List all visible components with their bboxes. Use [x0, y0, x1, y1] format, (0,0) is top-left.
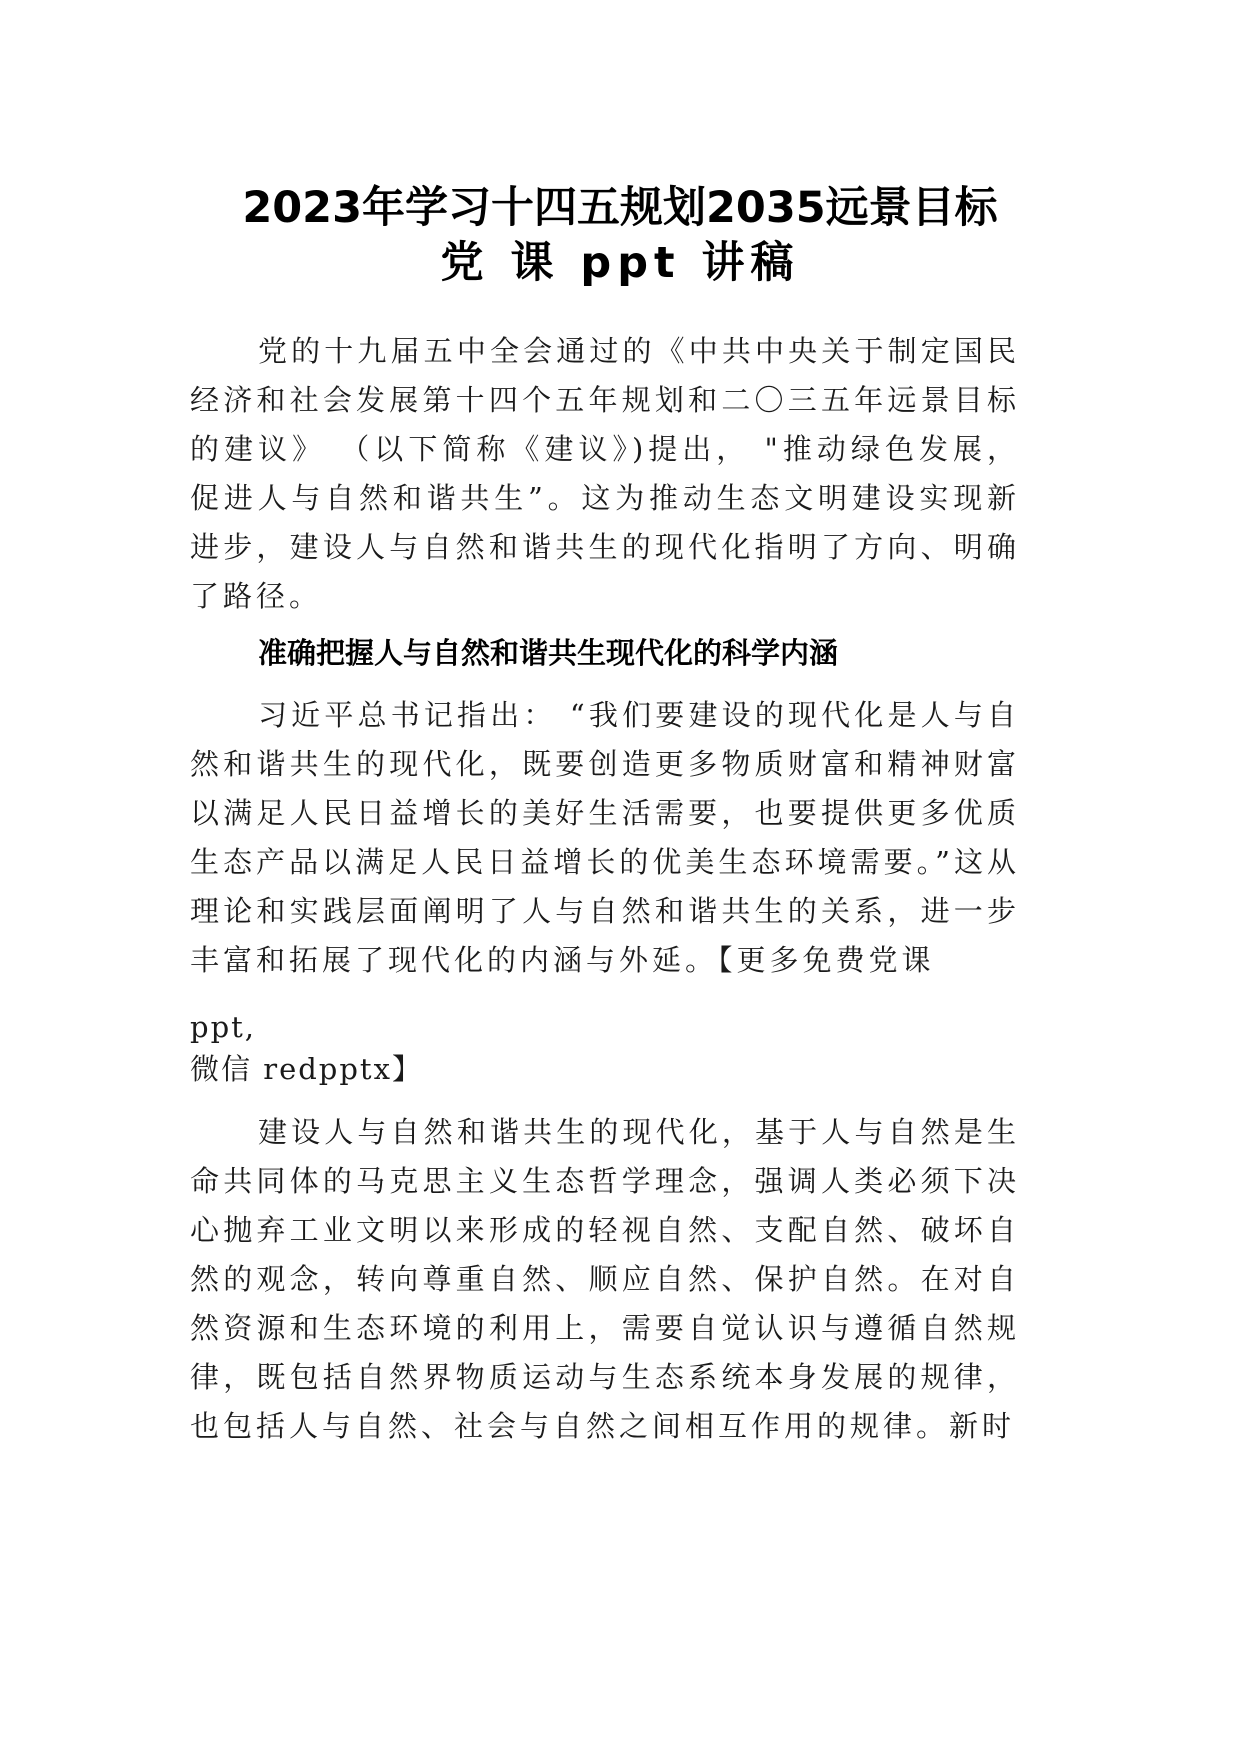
promo-note-line-1: ppt,: [190, 1010, 256, 1044]
section-heading: 准确把握人与自然和谐共生现代化的科学内涵: [258, 636, 839, 670]
promo-note-line-2: 微信 redpptx】: [190, 1052, 423, 1086]
paragraph-intro: 党的十九届五中全会通过的《中共中央关于制定国民经济和社会发展第十四个五年规划和二〇三五年远景目标的建议》 （以下简称《建议》)提出， "推动绿色发展，促进人与自然和谐共生”。这为推动生态文明建设实现新进步，建设人与自然和谐共生的现代化指明了方向、明确了路径。: [190, 334, 1020, 613]
title-line-2: 党 课 ppt 讲稿: [440, 237, 800, 288]
document-title: [180, 181, 1060, 291]
paragraph-body: 建设人与自然和谐共生的现代化，基于人与自然是生命共同体的马克思主义生态哲学理念，强调人类必须下决心抛弃工业文明以来形成的轻视自然、支配自然、破坏自然的观念，转向尊重自然、顺应自然、保护自然。在对自然资源和生态环境的利用上，需要自觉认识与遵循自然规律，既包括自然界物质运动与生态系统本身发展的规律，也包括人与自然、社会与自然之间相互作用的规律。新时: [190, 1115, 1020, 1443]
title-line-1: 2023年学习十四五规划2035远景目标: [242, 182, 998, 233]
paragraph-quote: 习近平总书记指出： “我们要建设的现代化是人与自然和谐共生的现代化，既要创造更多物质财富和精神财富以满足人民日益增长的美好生活需要，也要提供更多优质生态产品以满足人民日益增长的优美生态环境需要。”这从理论和实践层面阐明了人与自然和谐共生的关系，进一步丰富和拓展了现代化的内涵与外延。【更多免费党课: [190, 698, 1020, 977]
